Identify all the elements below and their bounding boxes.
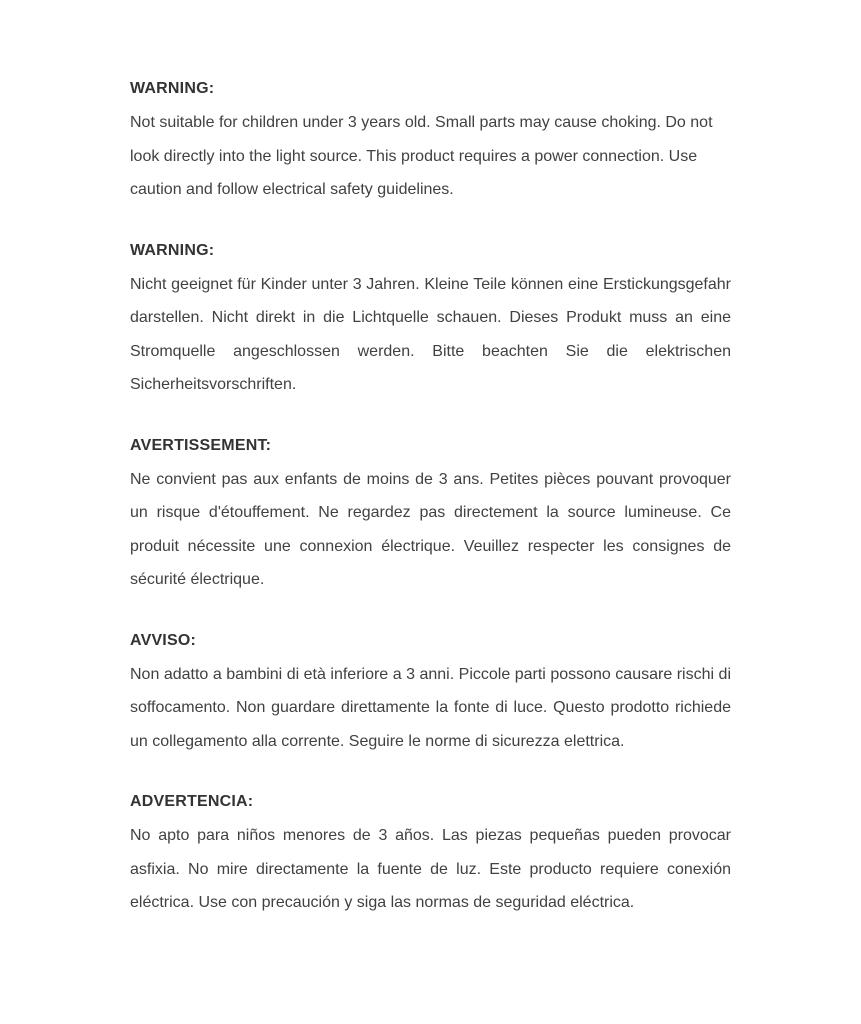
section-heading: AVERTISSEMENT: xyxy=(130,436,272,454)
section-body: Nicht geeignet für Kinder unter 3 Jahren. Kleine Teile können eine Erstickungsgefahr darstellen. Nicht direkt in die Lichtquelle schauen. Dieses Produkt muss an eine Stromquelle angeschlossen werden. Bitte beachten Sie die elektrischen Sicherheitsvorschriften. xyxy=(130,275,731,393)
section-body: Non adatto a bambini di età inferiore a 3 anni. Piccole parti possono causare rischi di soffocamento. Non guardare direttamente la fonte di luce. Questo prodotto richiede un collegamento alla corrente. Seguire le norme di sicurezza elettrica. xyxy=(130,665,731,750)
warning-section-spanish xyxy=(130,785,731,920)
section-heading: AVVISO: xyxy=(130,631,197,649)
section-body: Not suitable for children under 3 years old. Small parts may cause choking. Do not look directly into the light source. This product requires a power connection. Use caution and follow electrical safety guidelines. xyxy=(130,114,713,198)
warning-section-italian xyxy=(130,624,731,759)
section-heading: WARNING: xyxy=(130,80,215,97)
section-heading: ADVERTENCIA: xyxy=(130,793,254,810)
warning-section-english xyxy=(130,72,731,207)
section-body: No apto para niños menores de 3 años. Las piezas pequeñas pueden provocar asfixia. No mire directamente la fuente de luz. Este producto requiere conexión eléctrica. Use con precaución y siga las normas de seguridad eléctrica. xyxy=(130,827,731,911)
warning-section-french xyxy=(130,429,731,597)
section-body: Ne convient pas aux enfants de moins de 3 ans. Petites pièces pouvant provoquer un risque d'étouffement. Ne regardez pas directement la source lumineuse. Ce produit nécessite une connexion électrique. Veuillez respecter les consignes de sécurité électrique. xyxy=(130,470,731,588)
warning-section-german xyxy=(130,234,731,402)
section-heading: WARNING: xyxy=(130,241,215,259)
